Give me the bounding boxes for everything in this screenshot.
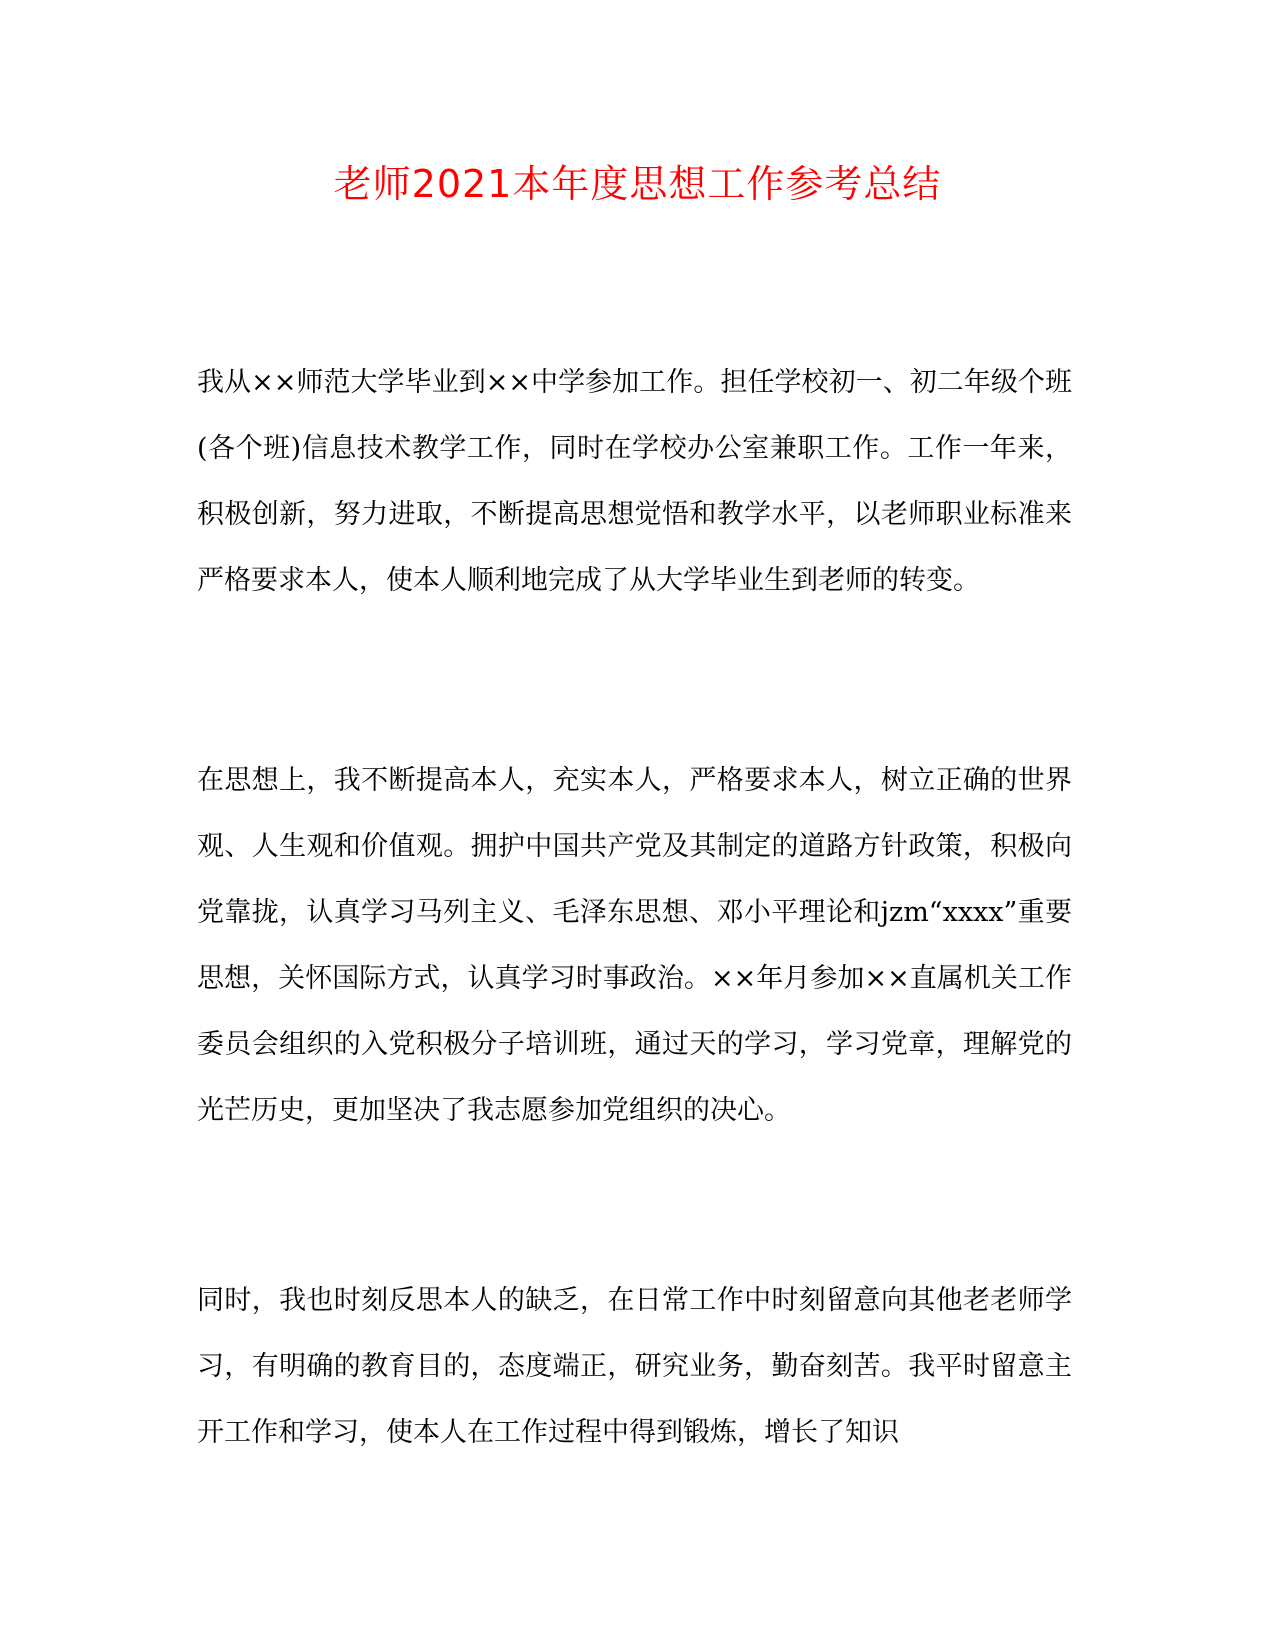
- paragraph-2: 在思想上，我不断提高本人，充实本人，严格要求本人，树立正确的世界观、人生观和价值观。拥护中国共产党及其制定的道路方针政策，积极向党靠拢，认真学习马列主义、毛泽东思想、邓小平理论和jzm“xxxx”重要思想，关怀国际方式，认真学习时事政治。××年月参加××直属机关工作委员会组织的入党积极分子培训班，通过天的学习，学习党章，理解党的光芒历史，更加坚决了我志愿参加党组织的决心。: [197, 765, 1072, 1126]
- paragraph-1: 我从××师范大学毕业到××中学参加工作。担任学校初一、初二年级个班(各个班)信息技术教学工作，同时在学校办公室兼职工作。工作一年来，积极创新，努力进取，不断提高思想觉悟和教学水平，以老师职业标准来严格要求本人，使本人顺利地完成了从大学毕业生到老师的转变。: [197, 367, 1072, 596]
- paragraph-3: 同时，我也时刻反思本人的缺乏，在日常工作中时刻留意向其他老老师学习，有明确的教育目的，态度端正，研究业务，勤奋刻苦。我平时留意主开工作和学习，使本人在工作过程中得到锻炼，增长了知识: [197, 1285, 1072, 1448]
- document-title: 老师2021本年度思想工作参考总结: [333, 162, 942, 206]
